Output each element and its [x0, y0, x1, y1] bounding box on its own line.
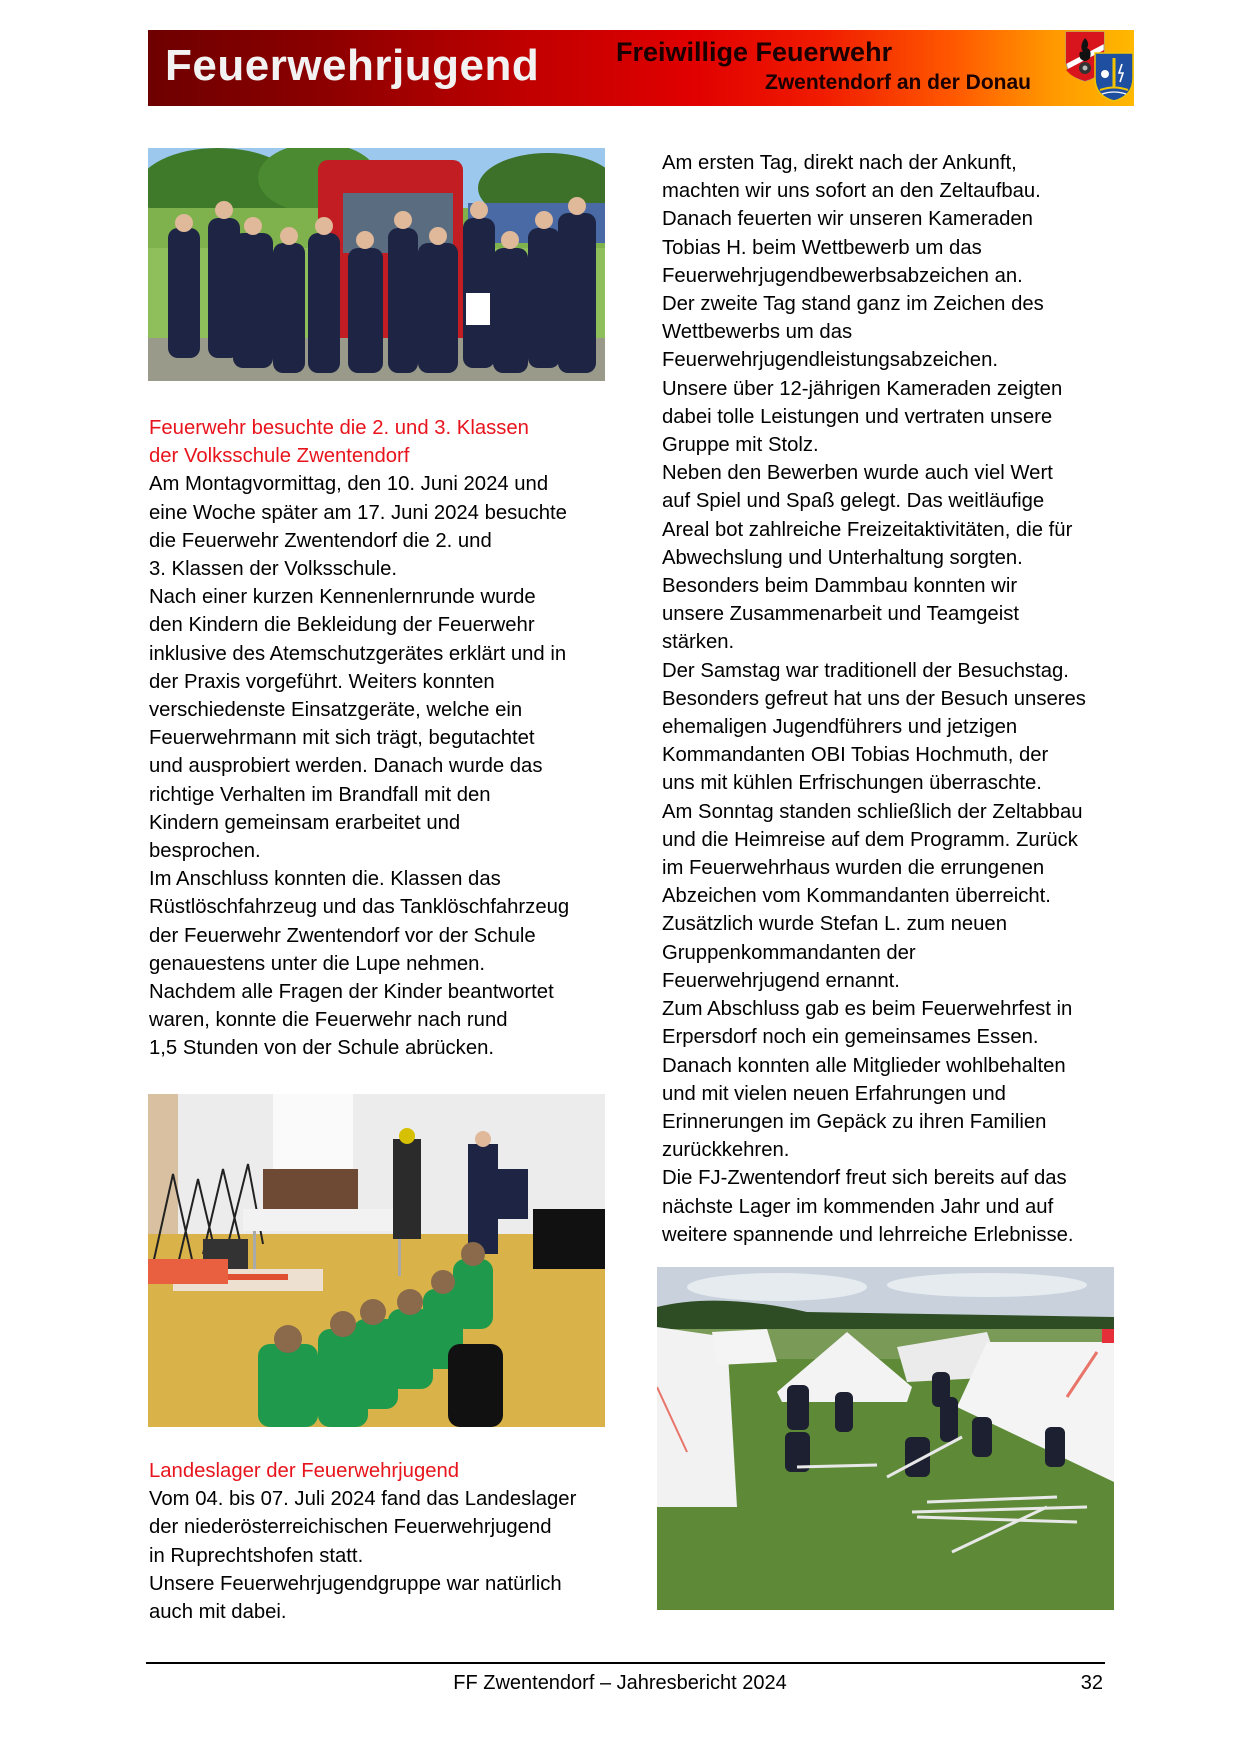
body-line: Rüstlöschfahrzeug und das Tanklöschfahrzeug [149, 896, 570, 919]
body-line: Nach einer kurzen Kennenlernrunde wurde [149, 586, 536, 609]
body-line: Feuerwehrjugend ernannt. [662, 969, 900, 992]
body-line: den Kindern die Bekleidung der Feuerwehr [149, 614, 535, 637]
body-line: ehemaligen Jugendführers und jetzigen [662, 716, 1018, 739]
school-visit-photo [148, 1094, 605, 1427]
body-line: besprochen. [149, 840, 261, 863]
body-line: Feuerwehrmann mit sich trägt, begutachtet [149, 727, 535, 750]
camp-article-continued [662, 149, 1122, 1249]
body-line: Zusätzlich wurde Stefan L. zum neuen [662, 913, 1007, 936]
town-coat-of-arms-icon [1094, 52, 1134, 102]
organization-name: Freiwillige Feuerwehr [616, 37, 893, 67]
body-line: 3. Klassen der Volksschule. [149, 558, 398, 581]
page-header-banner [148, 30, 1134, 106]
body-line: der Feuerwehr Zwentendorf vor der Schule [149, 924, 536, 947]
body-line: Abwechslung und Unterhaltung sorgten. [662, 546, 1023, 569]
body-line: die Feuerwehr Zwentendorf die 2. und [149, 529, 492, 552]
body-line: und die Heimreise auf dem Programm. Zurück [662, 828, 1078, 851]
body-line: Besonders gefreut hat uns der Besuch unseres [662, 687, 1086, 710]
body-line: Danach feuerten wir unseren Kameraden [662, 208, 1033, 231]
camp-tents-photo [657, 1267, 1114, 1610]
body-line: uns mit kühlen Erfrischungen überraschte. [662, 772, 1042, 795]
school-visit-article [149, 414, 609, 1063]
body-line: Wettbewerbs um das [662, 321, 853, 344]
body-line: Erpersdorf noch ein gemeinsames Essen. [662, 1026, 1039, 1049]
body-line: Der Samstag war traditionell der Besuchstag. [662, 659, 1069, 682]
school-visit-heading: der Volksschule Zwentendorf [149, 445, 410, 468]
body-line: Im Anschluss konnten die. Klassen das [149, 868, 501, 891]
body-line: Kommandanten OBI Tobias Hochmuth, der [662, 744, 1049, 767]
body-line: Die FJ-Zwentendorf freut sich bereits auf das [662, 1167, 1067, 1190]
body-line: auf Spiel und Spaß gelegt. Das weitläufige [662, 490, 1045, 513]
body-line: Danach konnten alle Mitglieder wohlbehalten [662, 1054, 1066, 1077]
body-line: waren, konnte die Feuerwehr nach rund [149, 1009, 508, 1032]
school-visit-heading: Feuerwehr besuchte die 2. und 3. Klassen [149, 417, 529, 439]
body-line: Am ersten Tag, direkt nach der Ankunft, [662, 152, 1017, 174]
body-line: Feuerwehrjugendbewerbsabzeichen an. [662, 264, 1023, 287]
body-line: Areal bot zahlreiche Freizeitaktivitäten, die für [662, 518, 1073, 541]
body-line: Vom 04. bis 07. Juli 2024 fand das Landeslager [149, 1488, 577, 1511]
page-number: 32 [1080, 1672, 1103, 1694]
body-line: Tobias H. beim Wettbewerb um das [662, 236, 982, 259]
body-line: der Praxis vorgeführt. Weiters konnten [149, 670, 495, 693]
body-line: Feuerwehrjugendleistungsabzeichen. [662, 349, 998, 372]
body-line: Unsere über 12-jährigen Kameraden zeigten [662, 377, 1063, 400]
organization-location: Zwentendorf an der Donau [765, 71, 1032, 94]
body-line: Gruppe mit Stolz. [662, 434, 819, 457]
body-line: Nachdem alle Fragen der Kinder beantwortet [149, 981, 554, 1004]
body-line: im Feuerwehrhaus wurden die errungenen [662, 857, 1045, 880]
body-line: Der zweite Tag stand ganz im Zeichen des [662, 293, 1044, 316]
body-line: Zum Abschluss gab es beim Feuerwehrfest in [662, 998, 1073, 1021]
section-title: Feuerwehrjugend [165, 41, 540, 90]
footer-title: FF Zwentendorf – Jahresbericht 2024 [453, 1672, 787, 1694]
body-line: nächste Lager im kommenden Jahr und auf [662, 1195, 1054, 1218]
body-line: Besonders beim Dammbau konnten wir [662, 575, 1018, 598]
camp-article-intro [149, 1457, 609, 1626]
body-line: weitere spannende und lehrreiche Erlebnisse. [662, 1223, 1074, 1246]
body-line: Neben den Bewerben wurde auch viel Wert [662, 462, 1053, 485]
body-line: Gruppenkommandanten der [662, 941, 916, 964]
body-line: eine Woche später am 17. Juni 2024 besuchte [149, 501, 567, 524]
group-photo [148, 148, 605, 381]
body-line: Erinnerungen im Gepäck zu ihren Familien [662, 1110, 1047, 1133]
body-line: Kindern gemeinsam erarbeitet und [149, 811, 461, 834]
body-line: in Ruprechtshofen statt. [149, 1544, 364, 1567]
body-line: zurückkehren. [662, 1139, 790, 1162]
body-line: machten wir uns sofort an den Zeltaufbau. [662, 180, 1041, 203]
body-line: Am Sonntag standen schließlich der Zeltabbau [662, 800, 1083, 823]
body-line: und ausprobiert werden. Danach wurde das [149, 755, 543, 778]
body-line: inklusive des Atemschutzgerätes erklärt und in [149, 642, 567, 665]
body-line: verschiedenste Einsatzgeräte, welche ein [149, 699, 523, 722]
body-line: unsere Zusammenarbeit und Teamgeist [662, 603, 1019, 626]
body-line: genauestens unter die Lupe nehmen. [149, 952, 486, 975]
body-line: der niederösterreichischen Feuerwehrjugend [149, 1516, 552, 1539]
body-line: Am Montagvormittag, den 10. Juni 2024 und [149, 473, 549, 496]
camp-heading: Landeslager der Feuerwehrjugend [149, 1460, 460, 1482]
footer-divider [146, 1662, 1105, 1664]
body-line: richtige Verhalten im Brandfall mit den [149, 783, 491, 806]
body-line: stärken. [662, 631, 735, 654]
body-line: dabei tolle Leistungen und vertraten unsere [662, 405, 1053, 428]
body-line: 1,5 Stunden von der Schule abrücken. [149, 1037, 495, 1060]
body-line: und mit vielen neuen Erfahrungen und [662, 1082, 1006, 1105]
body-line: auch mit dabei. [149, 1601, 287, 1624]
body-line: Abzeichen vom Kommandanten überreicht. [662, 885, 1051, 908]
body-line: Unsere Feuerwehrjugendgruppe war natürlich [149, 1572, 562, 1595]
